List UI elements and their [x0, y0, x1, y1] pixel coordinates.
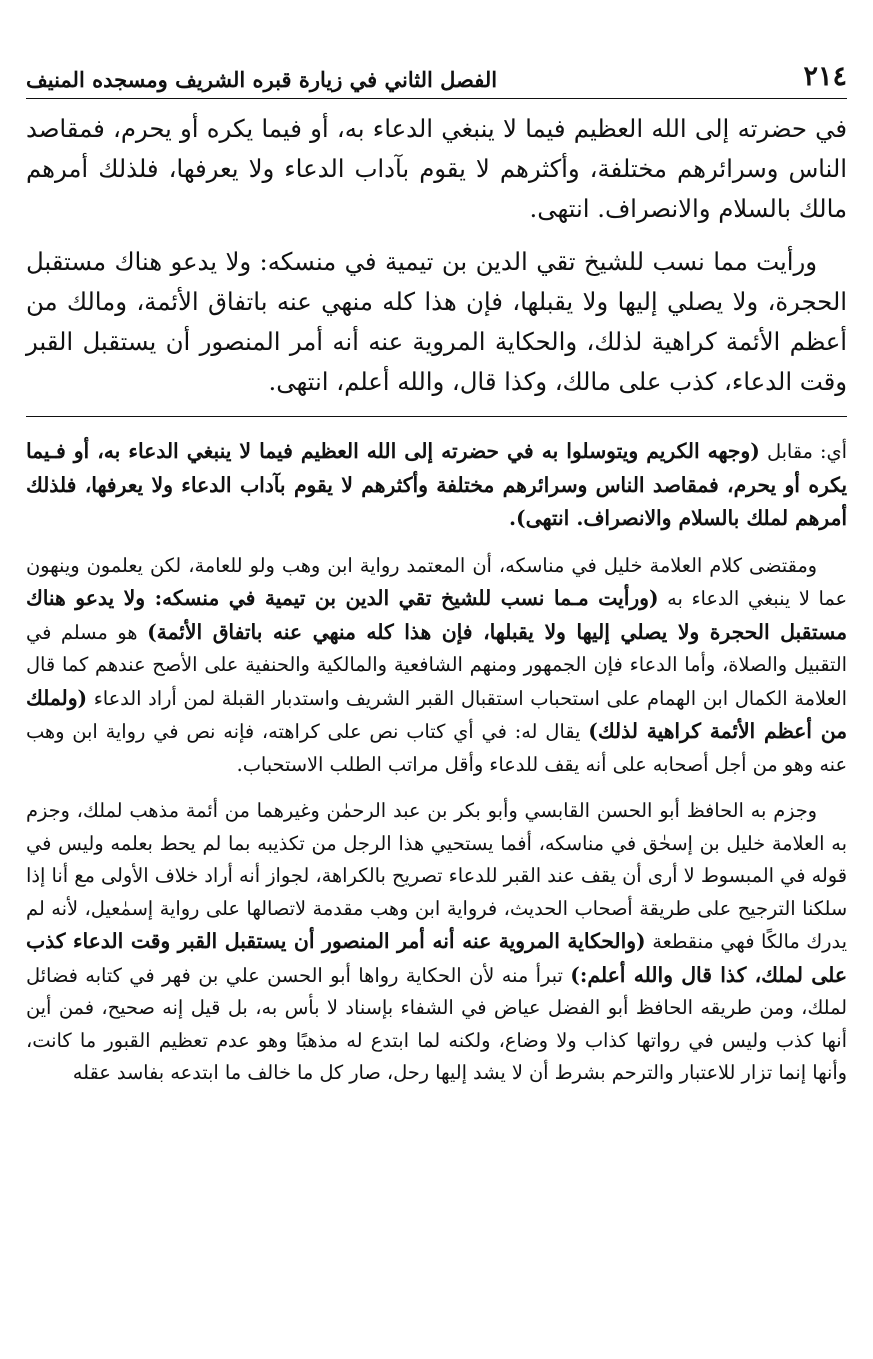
commentary-paragraph-3	[26, 795, 847, 1090]
quoted-text: (ورأيت مـما نسب للشيخ تقي الدين بن تيمية في منسكه: ولا يدعو هناك مستقبل الحجرة ولا يصلي إليها ولا يقبلها، فإن هذا كله منهي عنه باتفاق الأئمة)	[26, 586, 847, 644]
commentary-text: تبرأ منه لأن الحكاية رواها أبو الحسن علي بن فهر في كتابه فضائل لملك، ومن طريقه الحافظ أبو الفضل عياض في الشفاء بإسناد لا بأس به، بل قيل إنه صحيح، فمن أين أنها كذب وليس في رواتها كذاب ولا وضاع، ولكنه لما ابتدع له مذهبًا وهو عدم تعظيم القبور ما كانت، وأنها إنما تزار للاعتبار والترحم بشرط أن لا يشد إليها رحل، صار كل ما خالف ما ابتدعه بفاسد عقله	[26, 963, 847, 1084]
quoted-text: (وجهه الكريم ويتوسلوا به في حضرته إلى الله العظيم فيما لا ينبغي الدعاء به، أو فـيما يكره أو يحرم، فمقاصد الناس وسرائرهم مختلفة وأكثرهم لا يقوم بآداب الدعاء ولا يعرفها، فلذلك أمرهم لملك بالسلام والانصراف. انتهى).	[26, 439, 847, 530]
quoted-text: (ولملك من أعظم الأئمة كراهية لذلك)	[26, 685, 847, 743]
chapter-title: الفصل الثاني في زيارة قبره الشريف ومسجده المنيف	[26, 67, 498, 92]
commentary-text: هو مسلم في التقبيل والصلاة، وأما الدعاء فإن الجمهور ومنهم الشافعية والمالكية والحنفية على الأصح عندهم كما قال العلامة الكمال ابن الهمام على استحباب استقبال القبر الشريف واستدبار القبلة لمن أراد الدعاء	[26, 620, 847, 710]
footnote-separator	[26, 416, 847, 417]
running-header	[26, 46, 847, 99]
main-text	[26, 109, 847, 402]
main-paragraph-1: في حضرته إلى الله العظيم فيما لا ينبغي الدعاء به، أو فيما يكره أو يحرم، فمقاصد الناس وسرائرهم مختلفة، وأكثرهم لا يقوم بآداب الدعاء ولا يعرفها، فلذلك أمرهم مالك بالسلام والانصراف. انتهى.	[26, 114, 847, 223]
main-paragraph-2	[26, 242, 847, 402]
commentary-text: يقال له: في أي كتاب نص على كراهته، فإنه نص في رواية ابن وهب عنه وهو من أجل أصحابه على أنه يقف للدعاء وأقل مراتب الطلب الاستحباب.	[26, 720, 847, 776]
commentary-text: وجزم به الحافظ أبو الحسن القابسي وأبو بكر بن عبد الرحمٰن وغيرهما من أئمة مذهب لملك، وجزم به العلامة خليل بن إسحٰق في مناسكه، أفما يستحيي هذا الرجل من تكذيبه بما لم يحط بعلمه وليس في قوله في المبسوط لا أرى أن يقف عند القبر للدعاء تصريح بالكراهة، لجواز أنه أراد خلاف الأولى مع أنا إذا سلكنا الترجيح على طريقة أصحاب الحديث، فرواية ابن وهب مقدمة لاتصالها على رواية إسمٰعيل، لأنه لم يدرك مالكًا فهي منقطعة	[26, 799, 847, 953]
commentary	[26, 435, 847, 1090]
commentary-paragraph-2	[26, 550, 847, 782]
main-paragraph-2-text: ورأيت مما نسب للشيخ تقي الدين بن تيمية في منسكه: ولا يدعو هناك مستقبل الحجرة، ولا يصلي إليها ولا يقبلها، فإن هذا كله منهي عنه باتفاق الأئمة، ومالك من أعظم الأئمة كراهية لذلك، والحكاية المروية عنه أنه أمر المنصور أن يستقبل القبر وقت الدعاء، كذب على مالك، وكذا قال، والله أعلم، انتهى.	[26, 247, 847, 396]
commentary-paragraph-1	[26, 435, 847, 536]
quoted-text: (والحكاية المروية عنه أنه أمر المنصور أن يستقبل القبر وقت الدعاء كذب على لملك، كذا قال والله أعلم:)	[26, 929, 847, 987]
commentary-text: أي: مقابل	[759, 440, 847, 463]
commentary-text: ومقتضى كلام العلامة خليل في مناسكه، أن المعتمد رواية ابن وهب ولو للعامة، لكن يعلمون وينهون عما لا ينبغي الدعاء به	[26, 553, 847, 610]
page-number: ٢١٤	[803, 61, 847, 92]
book-page	[26, 46, 847, 1346]
